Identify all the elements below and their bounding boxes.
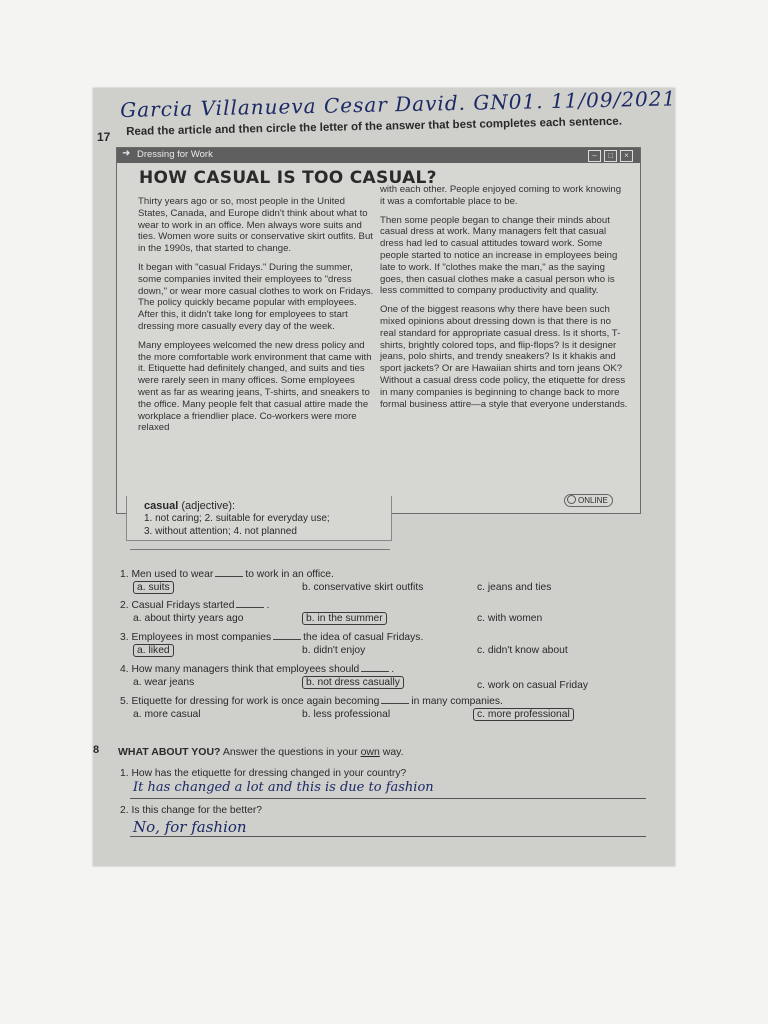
definition-word: casual (144, 500, 179, 512)
arrow-right-icon: ➜ (122, 148, 131, 159)
question-4 (120, 664, 394, 675)
question-number: 1. (120, 768, 129, 779)
option-text: not dress casually (317, 677, 400, 688)
minimize-icon: – (588, 150, 601, 162)
option-text: didn't enjoy (313, 645, 366, 656)
question-text: How many managers think that employees should (131, 664, 360, 675)
circled-answer (473, 708, 574, 721)
open-question-1 (120, 768, 406, 779)
option-4b[interactable] (302, 677, 404, 688)
option-letter: c. (477, 680, 486, 691)
question-5 (120, 696, 503, 707)
option-letter: b. (302, 709, 311, 720)
option-5a[interactable] (133, 709, 201, 720)
instruction-text: Answer the questions in your (222, 746, 358, 758)
divider (130, 549, 390, 550)
article-paragraph: Thirty years ago or so, most people in the United States, Canada, and Europe didn't think about what to wear to work in an office. Men always wore suits and ties. Women wore suits or conservative skirt outfits. But in the 1990s, that started to change. (138, 196, 373, 255)
question-text: Men used to wear (131, 569, 214, 580)
question-text: Casual Fridays started (131, 600, 235, 611)
option-text: with women (487, 613, 543, 624)
question-number: 5. (120, 696, 129, 707)
option-1a[interactable] (133, 582, 174, 593)
handwritten-student-name: Garcia Villanueva Cesar David. GN01. 11/09/2021 (120, 86, 677, 122)
question-number: 3. (120, 632, 129, 643)
option-text: more casual (144, 709, 201, 720)
instruction-emphasis: own (360, 746, 380, 758)
option-text: liked (148, 645, 170, 656)
option-letter: a. (137, 582, 146, 593)
option-letter: c. (477, 645, 486, 656)
instruction-text: way. (382, 746, 404, 758)
option-letter: b. (302, 582, 311, 593)
question-text: . (391, 664, 395, 675)
answer-blank (381, 703, 409, 704)
option-text: more professional (487, 709, 570, 720)
article-paragraph: One of the biggest reasons why there have been such mixed opinions about dressing down is that there is no real standard for appropriate casual dress. Is it shorts, T-shirts, brightly colored tops, and flip-flops? Is it designer jeans, polo shirts, and trendy sneakers? Is it khakis and sport jackets? Or are Hawaiian shirts and torn jeans OK? Without a casual dress code policy, the etiquette for dress in many companies is beginning to change back to more formal business attire—a style that everyone understands. (380, 304, 628, 410)
option-2c[interactable] (477, 613, 542, 624)
globe-icon (567, 495, 576, 504)
question-number: 2. (120, 600, 129, 611)
option-1b[interactable] (302, 582, 423, 593)
article-tab-label: Dressing for Work (137, 149, 213, 160)
article-paragraph: with each other. People enjoyed coming to work knowing it was a comfortable place to be. (380, 184, 622, 207)
answer-blank (273, 639, 301, 640)
maximize-icon: □ (604, 150, 617, 162)
article-right-column (380, 184, 628, 417)
option-text: in the summer (317, 613, 383, 624)
option-2a[interactable] (133, 613, 244, 624)
definition-line: 3. without attention; 4. not planned (144, 526, 297, 537)
exercise-18-number: 8 (93, 744, 100, 756)
question-text: Etiquette for dressing for work is once again becoming (131, 696, 380, 707)
circled-answer (302, 676, 404, 689)
close-icon: × (620, 150, 633, 162)
definition-pos: (adjective): (181, 500, 236, 512)
option-2b[interactable] (302, 613, 387, 624)
article-paragraph: Then some people began to change their minds about casual dress at work. Many managers felt that casual dress had led to casual attitudes toward work. Some people started to notice an increase in employees being late to work. If "clothes make the man," as the saying goes, then casual clothes make a casual person who is less committed to company productivity and quality. (380, 214, 618, 297)
question-1 (120, 569, 334, 580)
exercise-17-instruction: Read the article and then circle the letter of the answer that best completes each sentence. (126, 115, 623, 138)
article-paragraph: Many employees welcomed the new dress policy and the more comfortable work environment that came with it. Etiquette had definitely changed, and suits and ties were rarely seen in many offices. Some employees went as far as wearing jeans, T-shirts, and sneakers to the office. Many people felt that casual attire made the workplace a friendlier place. Co-workers were more relaxed (138, 339, 372, 434)
question-number: 4. (120, 664, 129, 675)
article-left-column (138, 196, 376, 441)
circled-answer (133, 581, 174, 594)
exercise-17-number: 17 (97, 130, 111, 144)
option-letter: b. (306, 677, 315, 688)
answer-blank (236, 607, 264, 608)
option-letter: c. (477, 613, 486, 624)
option-5b[interactable] (302, 709, 390, 720)
answer-line (130, 798, 646, 799)
option-3b[interactable] (302, 645, 365, 656)
worksheet-page (93, 88, 675, 866)
option-letter: c. (477, 582, 486, 593)
question-text: the idea of casual Fridays. (303, 632, 424, 643)
definition-heading (144, 500, 235, 512)
handwritten-answer-1[interactable]: It has changed a lot and this is due to fashion (133, 780, 434, 795)
definition-box (126, 496, 392, 541)
article-paragraph: It began with "casual Fridays." During the summer, some companies invited their employees to "dress down," or wear more casual clothes to work on Fridays. The policy quickly became popular with employees. After this, it didn't take long for employees to start dressing more casually every day of the week. (138, 261, 374, 332)
option-text: wear jeans (144, 677, 195, 688)
option-4c[interactable] (477, 680, 588, 691)
online-label: ONLINE (578, 496, 608, 505)
option-text: work on casual Friday (487, 680, 589, 691)
option-3c[interactable] (477, 645, 568, 656)
circled-answer (133, 644, 174, 657)
option-text: jeans and ties (487, 582, 552, 593)
answer-line (130, 836, 646, 837)
option-letter: b. (306, 613, 315, 624)
exercise-18-instruction (118, 746, 404, 758)
option-text: suits (148, 582, 170, 593)
question-number: 2. (120, 805, 129, 816)
online-badge (564, 494, 613, 507)
question-text: Is this change for the better? (131, 805, 262, 816)
question-number: 1. (120, 569, 129, 580)
option-letter: a. (133, 677, 142, 688)
exercise-18-title: WHAT ABOUT YOU? (118, 746, 221, 758)
question-2 (120, 600, 269, 611)
option-letter: b. (302, 645, 311, 656)
option-letter: c. (477, 709, 486, 720)
option-text: less professional (313, 709, 391, 720)
question-text: Employees in most companies (131, 632, 272, 643)
article-window (116, 147, 641, 514)
option-text: conservative skirt outfits (313, 582, 424, 593)
circled-answer (302, 612, 387, 625)
article-title: HOW CASUAL IS TOO CASUAL? (139, 168, 437, 188)
option-5c[interactable] (473, 709, 574, 720)
question-text: to work in an office. (245, 569, 334, 580)
option-1c[interactable] (477, 582, 551, 593)
option-text: about thirty years ago (144, 613, 244, 624)
open-question-2 (120, 805, 262, 816)
option-text: didn't know about (487, 645, 568, 656)
question-text: in many companies. (411, 696, 503, 707)
definition-line: 1. not caring; 2. suitable for everyday use; (144, 513, 330, 524)
option-letter: a. (133, 613, 142, 624)
answer-blank (215, 576, 243, 577)
option-letter: a. (137, 645, 146, 656)
question-text: . (266, 600, 270, 611)
question-text: How has the etiquette for dressing changed in your country? (131, 768, 407, 779)
option-4a[interactable] (133, 677, 194, 688)
answer-blank (361, 671, 389, 672)
option-3a[interactable] (133, 645, 174, 656)
handwritten-answer-2[interactable]: No, for fashion (133, 818, 247, 836)
option-letter: a. (133, 709, 142, 720)
article-titlebar (117, 148, 640, 163)
question-3 (120, 632, 423, 643)
